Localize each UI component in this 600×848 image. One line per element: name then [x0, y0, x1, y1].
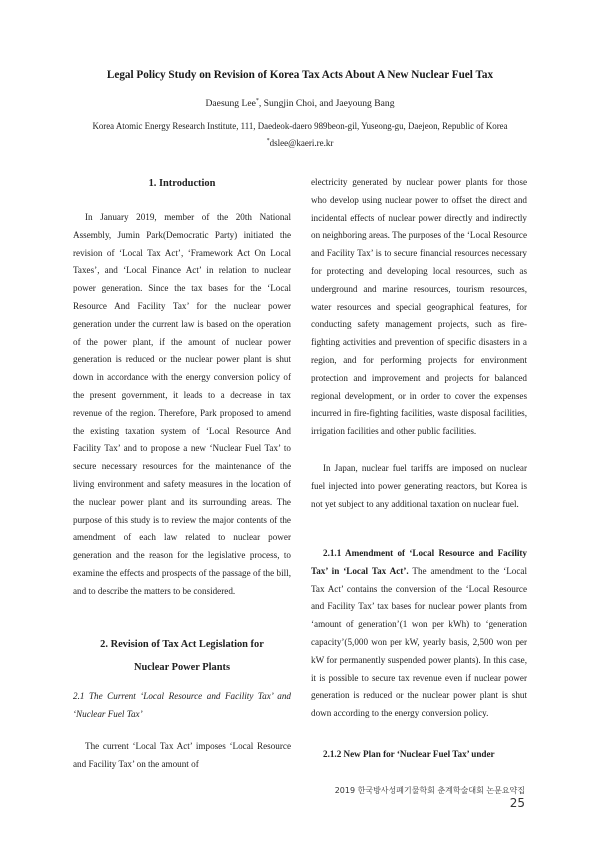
- email-mark: *: [266, 138, 270, 144]
- conference-name: 2019 한국방사성폐기물학회 춘계학술대회 논문요약집: [334, 786, 525, 795]
- affiliation: Korea Atomic Energy Research Institute, 111, Daedeok-daero 989beon-gil, Yuseong-gu, Daejeon, Republic of Korea: [92, 121, 508, 131]
- section-heading-revision-line1: 2. Revision of Tax Act Legislation for: [100, 639, 264, 650]
- introduction-paragraph: In January 2019, member of the 20th National Assembly, Jumin Park(Democratic Party) initiated the revision of ‘Local Tax Act’, ‘Framework Act On Local Taxes’, and ‘Local Finance Act’ in relation to nuclear power generation. Since the tax bases for the ‘Local Resource And Facility Tax’ for the nuclear power generation under the current law is based on the operation of the power plant, if the amount of nuclear power generation is reduced or the nuclear power plant is shut down in accordance with the energy conversion policy of the present government, it leads to a decrease in tax revenue of the region. Therefore, Park proposed to amend the existing taxation system of ‘Local Resource And Facility Tax’ and to propose a new ‘Nuclear Fuel Tax’ to secure necessary resources for the maintenance of the living environment and safety measures in the location of the nuclear power plant and its surrounding areas. The purpose of this study is to review the major contents of the amendment of each law related to nuclear power generation and the reason for the legislative process, to examine the effects and prospects of the passage of the bill, and to describe the matters to be considered.: [73, 212, 291, 596]
- subsection-heading-2-1-1: 2.1.1 Amendment of ‘Local Resource and Facility Tax’ in ‘Local Tax Act’.: [311, 548, 527, 576]
- japan-paragraph: In Japan, nuclear fuel tariffs are imposed on nuclear fuel injected into power generating reactors, but Korea is not yet subject to any additional taxation on nuclear fuel.: [311, 463, 527, 509]
- current-tax-paragraph: The current ‘Local Tax Act’ imposes ‘Local Resource and Facility Tax’ on the amount of: [73, 741, 291, 769]
- amendment-paragraph: [311, 545, 527, 723]
- section-heading-revision: [73, 633, 291, 679]
- section-heading-introduction: 1. Introduction: [148, 178, 216, 189]
- page-footer: [325, 785, 525, 810]
- continued-paragraph: electricity generated by nuclear power plants for those who develop using nuclear power to offset the direct and incidental effects of nuclear power directly and indirectly on neighboring areas. The purposes of the ‘Local Resource and Facility Tax’ is to secure financial resources necessary for protecting and developing local resources, such as underground and marine resources, tourism resources, water resources and special geographical features, for conducting safety management projects, such as fire-fighting activities and prevention of specific disasters in a region, and for performing projects for environment protection and improvement and projects for balanced regional development, or in order to cover the expenses incurred in fire-fighting facilities, waste disposal facilities, irrigation facilities and other public facilities.: [311, 177, 527, 437]
- email-address: dslee@kaeri.re.kr: [269, 138, 334, 148]
- author-lead: Daesung Lee: [205, 98, 256, 110]
- author-coauthors: , Sungjin Choi, and Jaeyoung Bang: [258, 98, 395, 110]
- section-heading-revision-line2: Nuclear Power Plants: [133, 662, 230, 673]
- page-number: 25: [509, 796, 525, 810]
- contact-email: [0, 138, 600, 148]
- amendment-text: The amendment to the ‘Local Tax Act’ contains the conversion of the ‘Local Resource and Facility Tax’ tax bases for nuclear power plants from ‘amount of generation’(1 won per kWh) to ‘generation capacity’(5,000 won per kW, yearly basis, 2,500 won per kW for permanently suspended power plants). In this case, it is possible to secure tax revenue even if nuclear power generation is reduced or the nuclear power plant is shut down according to the energy conversion policy.: [311, 565, 527, 719]
- author-list: [0, 98, 600, 109]
- corresponding-mark: *: [255, 98, 259, 104]
- subsection-heading-2-1: 2.1 The Current ‘Local Resource and Facility Tax’ and ‘Nuclear Fuel Tax’: [73, 691, 291, 719]
- paper-title: Legal Policy Study on Revision of Korea Tax Acts About A New Nuclear Fuel Tax: [106, 69, 494, 81]
- subsection-heading-2-1-2: 2.1.2 New Plan for ‘Nuclear Fuel Tax’ under: [323, 749, 495, 759]
